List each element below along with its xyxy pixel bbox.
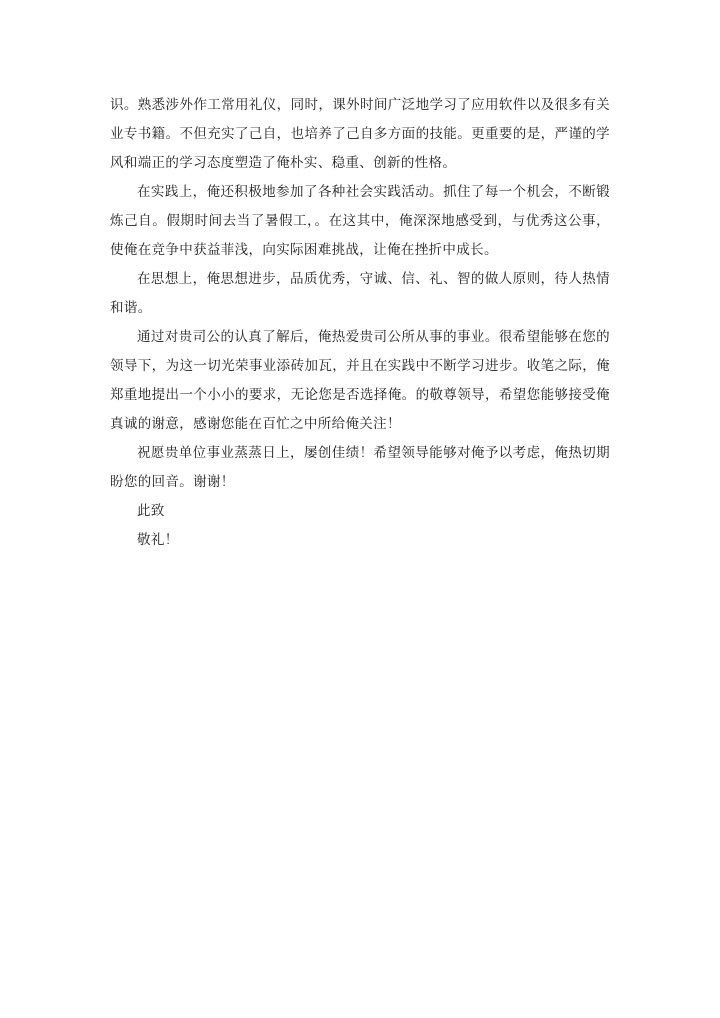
paragraph-practice: 在实践上，俺还积极地参加了各种社会实践活动。抓住了每一个机会，不断锻炼己自。假期时间去当了暑假工，。在这其中，俺深深地感受到，与优秀这公事，使俺在竞争中获益菲浅，向实际困难挑战，让俺在挫折中成长。 xyxy=(110,184,610,258)
letter-body xyxy=(110,91,610,555)
paragraph-wishes: 祝愿贵单位事业蒸蒸日上，屡创佳绩！希望领导能够对俺予以考虑，俺热切期盼您的回音。谢谢！ xyxy=(110,445,610,490)
paragraph-company: 通过对贵司公的认真了解后，俺热爱贵司公所从事的事业。很希望能够在您的领导下，为这一切光荣事业添砖加瓦，并且在实践中不断学习进步。收笔之际，俺郑重地提出一个小小的要求，无论您是否选择俺。的敬尊领导，希望您能够接受俺真诚的谢意，感谢您能在百忙之中所给俺关注！ xyxy=(110,329,610,432)
closing-regards: 敬礼！ xyxy=(137,532,179,548)
paragraph-education: 识。熟悉涉外作工常用礼仪，同时，课外时间广泛地学习了应用软件以及很多有关业专书籍。不但充实了己自，也培养了己自多方面的技能。更重要的是，严谨的学风和端正的学习态度塑造了俺朴实、稳重、创新的性格。 xyxy=(110,97,610,171)
paragraph-thoughts: 在思想上，俺思想进步，品质优秀，守诚、信、礼、智的做人原则，待人热情和谐。 xyxy=(110,271,610,316)
closing-salutation: 此致 xyxy=(137,503,165,519)
